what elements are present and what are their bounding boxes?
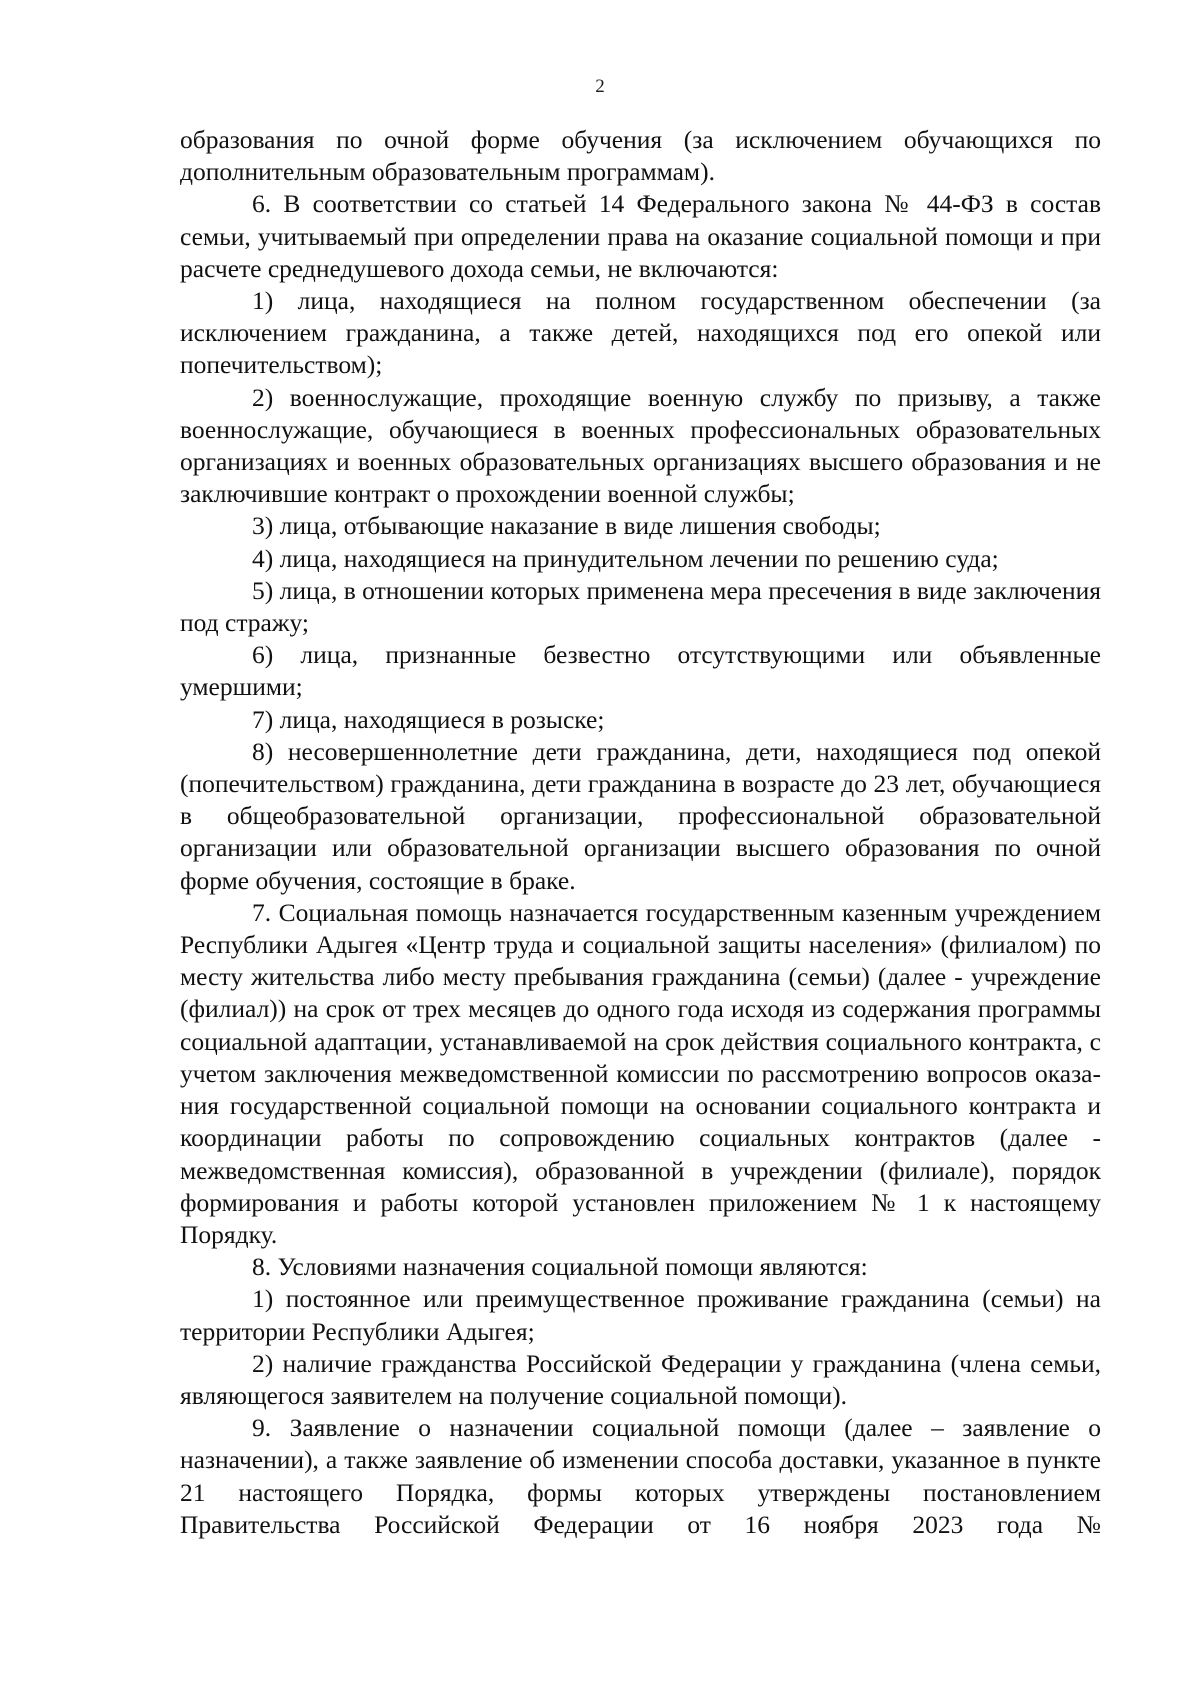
page-number: 2 <box>595 76 605 97</box>
paragraph-subitem-6-5: 5) лица, в отношении которых применена мера пресечения в виде заключения под стражу; <box>180 575 1101 638</box>
paragraph-subitem-8-1: 1) постоянное или преимущественное проживание гражданина (семьи) на территории Республики Адыгея; <box>180 1284 1101 1346</box>
paragraph-subitem-6-4: 4) лица, находящиеся на принудительном лечении по решению суда; <box>252 543 999 573</box>
paragraph-item-6: 6. В соответствии со статьей 14 Федерального закона № 44-ФЗ в состав семьи, учитываемый при определении права на оказание социальной помощи и при расчете среднедушевого дохода семьи, не включаются: <box>180 189 1101 283</box>
paragraph-subitem-6-1: 1) лица, находящиеся на полном государственном обеспечении (за исключением гражданина, а также детей, находящихся под его опекой или попечительством); <box>180 286 1101 380</box>
paragraph-subitem-6-6: 6) лица, признанные безвестно отсутствующими или объявленные умершими; <box>180 640 1101 702</box>
paragraph-subitem-8-2: 2) наличие гражданства Российской Федерации у гражданина (члена семьи, являющегося заявителем на получение социальной помощи). <box>180 1348 1101 1410</box>
paragraph-item-7: 7. Социальная помощь назначается государственным казенным учреждением Республики Адыгея «Центр труда и социальной защиты населения» (филиалом) по месту жительства либо месту пребывания гражданина (семьи) (далее - учреждение (филиал)) на срок от трех месяцев до одного года исходя из содержания программы социальной адаптации, устанавливаемой на срок действия социального контракта, с учетом заключения межведомственной комиссии по рассмотрению вопросов оказания государственной социальной помощи на основании социального контракта и координации работы по сопровождению социальных контрактов (далее - межведомственная комиссия), образованной в учреждении (филиале), порядок формирования и работы которой установлен приложением № 1 к настоящему Порядку. <box>180 897 1101 1249</box>
paragraph-subitem-6-7: 7) лица, находящиеся в розыске; <box>252 704 605 734</box>
document-body <box>180 124 1101 1541</box>
paragraph-subitem-6-3: 3) лица, отбывающие наказание в виде лишения свободы; <box>252 511 881 541</box>
paragraph-continuation: образования по очной форме обучения (за исключением обучающихся по дополнительным образовательным программам). <box>180 125 1101 187</box>
paragraph-subitem-6-8: 8) несовершеннолетние дети гражданина, дети, находящиеся под опекой (попечительством) гражданина, дети гражданина в возрасте до 23 лет, обучающиеся в общеобразовательной организации, профессиональной образовательной организации или образовательной организации высшего образования по очной форме обучения, состоящие в браке. <box>180 736 1101 895</box>
paragraph-item-9: 9. Заявление о назначении социальной помощи (далее – заявление о назначении), а также заявление об изменении способа доставки, указанное в пункте 21 настоящего Порядка, формы которых утверждены постановлением Правительства Российской Федерации от 16 ноября 2023 года № <box>180 1413 1101 1539</box>
paragraph-item-8: 8. Условиями назначения социальной помощи являются: <box>252 1252 868 1282</box>
paragraph-subitem-6-2: 2) военнослужащие, проходящие военную службу по призыву, а также военнослужащие, обучающиеся в военных профессиональных образовательных организациях и военных образовательных организациях высшего образования и не заключившие контракт о прохождении военной службы; <box>180 382 1101 509</box>
